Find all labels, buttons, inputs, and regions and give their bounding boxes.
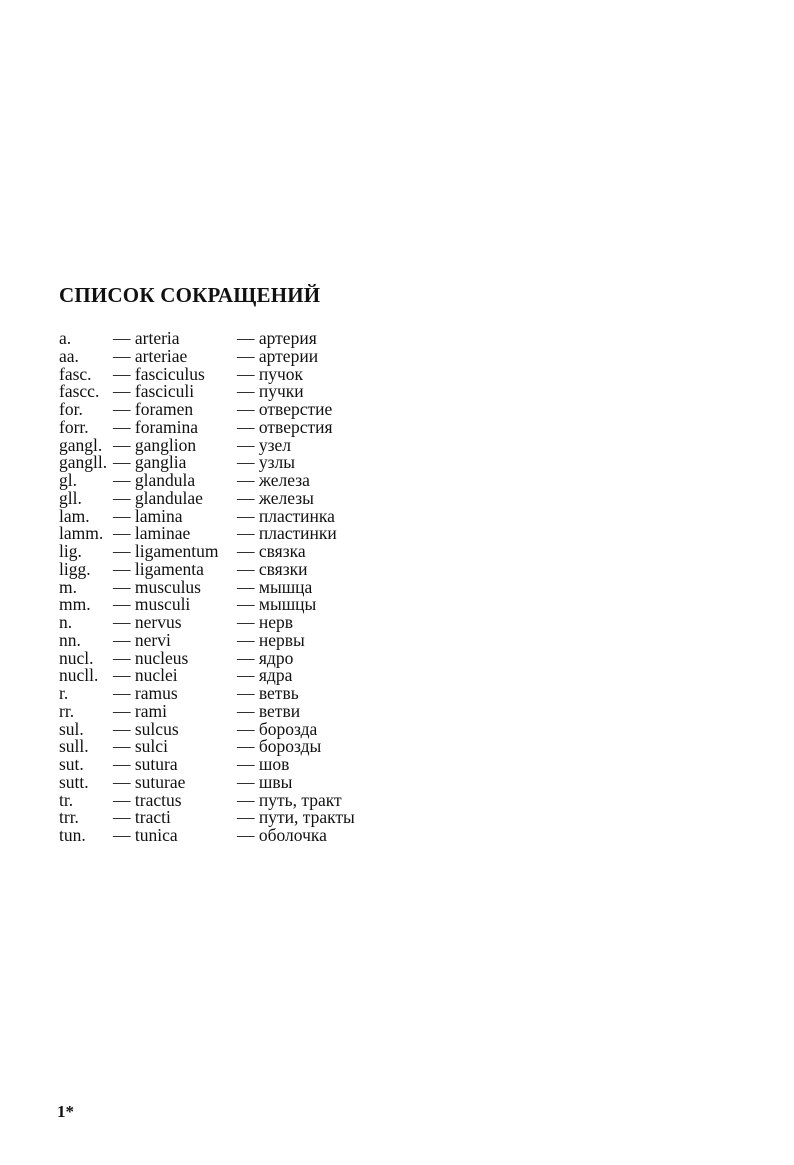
abbreviation-row	[59, 631, 399, 649]
russian-term: — борозда	[237, 718, 318, 739]
russian-term: — нерв	[237, 612, 294, 632]
abbreviation-row	[59, 755, 399, 773]
abbreviation: lam.	[59, 505, 90, 526]
latin-term: — laminae	[113, 523, 191, 544]
latin-term: — ganglion	[113, 434, 197, 455]
russian-term: — пластинки	[237, 523, 337, 544]
russian-term: — узлы	[237, 452, 296, 473]
abbreviation: sutt.	[59, 771, 89, 792]
abbreviation: ligg.	[59, 558, 91, 579]
abbreviation: sut.	[59, 754, 84, 774]
abbreviation: r.	[59, 683, 69, 703]
latin-term: — foramina	[113, 416, 199, 437]
abbreviation: nucll.	[59, 665, 99, 686]
russian-term: — нервы	[237, 629, 305, 650]
abbreviation-row	[59, 436, 399, 454]
abbreviation-row	[59, 578, 399, 596]
latin-term: — tunica	[113, 825, 178, 845]
abbreviation-row	[59, 471, 399, 489]
abbreviation-row	[59, 365, 399, 383]
abbreviation: nucl.	[59, 647, 94, 668]
russian-term: — борозды	[237, 736, 322, 757]
abbreviation: for.	[59, 399, 83, 419]
abbreviation: sull.	[59, 736, 89, 757]
latin-term: — ligamenta	[113, 558, 204, 579]
latin-term: — nervus	[113, 612, 182, 632]
abbreviation: lig.	[59, 541, 82, 561]
abbreviation-row	[59, 489, 399, 507]
abbreviation-row	[59, 400, 399, 418]
russian-term: — артерия	[237, 328, 317, 348]
abbreviation-row	[59, 720, 399, 738]
abbreviation-row	[59, 773, 399, 791]
abbreviation: aa.	[59, 345, 79, 366]
abbreviation-row	[59, 453, 399, 471]
russian-term: — пластинка	[237, 505, 335, 526]
abbreviation-row	[59, 418, 399, 436]
abbreviation-row	[59, 507, 399, 525]
russian-term: — пучки	[237, 381, 304, 402]
abbreviation-row	[59, 347, 399, 365]
latin-term: — sutura	[113, 754, 178, 774]
abbreviation-row	[59, 826, 399, 844]
abbreviation-row	[59, 613, 399, 631]
latin-term: — nuclei	[113, 665, 178, 686]
page-footer-mark: 1*	[57, 1102, 74, 1121]
russian-term: — пути, тракты	[237, 807, 355, 828]
abbreviation: fascc.	[59, 381, 100, 402]
russian-term: — ядро	[237, 647, 294, 668]
abbreviation: gangll.	[59, 452, 108, 473]
latin-term: — ganglia	[113, 452, 187, 473]
russian-term: — узел	[237, 434, 292, 455]
abbreviation: rr.	[59, 700, 75, 721]
abbreviation-row	[59, 329, 399, 347]
russian-term: — отверстия	[237, 416, 333, 437]
latin-term: — suturae	[113, 771, 186, 792]
abbreviation-row	[59, 595, 399, 613]
latin-term: — arteriae	[113, 345, 188, 366]
russian-term: — артерии	[237, 345, 319, 366]
abbreviation-list	[59, 329, 399, 844]
abbreviation: gangl.	[59, 434, 103, 455]
russian-term: — ветвь	[237, 683, 299, 703]
russian-term: — отверстие	[237, 399, 333, 419]
abbreviation-row	[59, 666, 399, 684]
abbreviation: m.	[59, 576, 77, 597]
latin-term: — glandula	[113, 470, 196, 490]
abbreviation: mm.	[59, 594, 91, 615]
latin-term: — fasciculus	[113, 363, 205, 384]
latin-term: — musculi	[113, 594, 191, 615]
russian-term: — мышцы	[237, 594, 317, 615]
abbreviation-row	[59, 808, 399, 826]
latin-term: — fasciculi	[113, 381, 195, 402]
abbreviation-row	[59, 524, 399, 542]
russian-term: — ветви	[237, 700, 301, 721]
abbreviation: trr.	[59, 807, 79, 828]
russian-term: — пучок	[237, 363, 304, 384]
abbreviation-row	[59, 791, 399, 809]
abbreviation: sul.	[59, 718, 84, 739]
russian-term: — железы	[237, 487, 314, 508]
abbreviation: forr.	[59, 416, 89, 437]
latin-term: — foramen	[113, 399, 194, 419]
abbreviation-row	[59, 684, 399, 702]
russian-term: — железа	[237, 470, 310, 490]
russian-term: — связка	[237, 541, 306, 561]
abbreviation-row	[59, 649, 399, 667]
latin-term: — rami	[113, 700, 167, 721]
russian-term: — путь, тракт	[237, 789, 342, 810]
russian-term: — связки	[237, 558, 308, 579]
page-title: СПИСОК СОКРАЩЕНИЙ	[59, 283, 321, 307]
abbreviation: fasc.	[59, 363, 92, 384]
latin-term: — sulci	[113, 736, 168, 757]
latin-term: — tractus	[113, 789, 182, 810]
latin-term: — sulcus	[113, 718, 179, 739]
russian-term: — оболочка	[237, 825, 327, 845]
abbreviation: lamm.	[59, 523, 104, 544]
latin-term: — lamina	[113, 505, 183, 526]
abbreviation-row	[59, 542, 399, 560]
abbreviation-row	[59, 560, 399, 578]
abbreviation: gll.	[59, 487, 82, 508]
latin-term: — nucleus	[113, 647, 189, 668]
abbreviation: nn.	[59, 629, 81, 650]
abbreviation: gl.	[59, 470, 77, 490]
latin-term: — ligamentum	[113, 541, 219, 561]
latin-term: — arteria	[113, 328, 180, 348]
latin-term: — ramus	[113, 683, 178, 703]
latin-term: — musculus	[113, 576, 201, 597]
abbreviation: n.	[59, 612, 73, 632]
abbreviation-row	[59, 382, 399, 400]
abbreviation: tun.	[59, 825, 86, 845]
russian-term: — мышца	[237, 576, 313, 597]
abbreviation-row	[59, 737, 399, 755]
russian-term: — швы	[237, 771, 293, 792]
latin-term: — glandulae	[113, 487, 203, 508]
russian-term: — ядра	[237, 665, 293, 686]
latin-term: — tracti	[113, 807, 171, 828]
abbreviation: tr.	[59, 789, 74, 810]
latin-term: — nervi	[113, 629, 171, 650]
russian-term: — шов	[237, 754, 290, 774]
abbreviation: a.	[59, 328, 72, 348]
abbreviation-row	[59, 702, 399, 720]
